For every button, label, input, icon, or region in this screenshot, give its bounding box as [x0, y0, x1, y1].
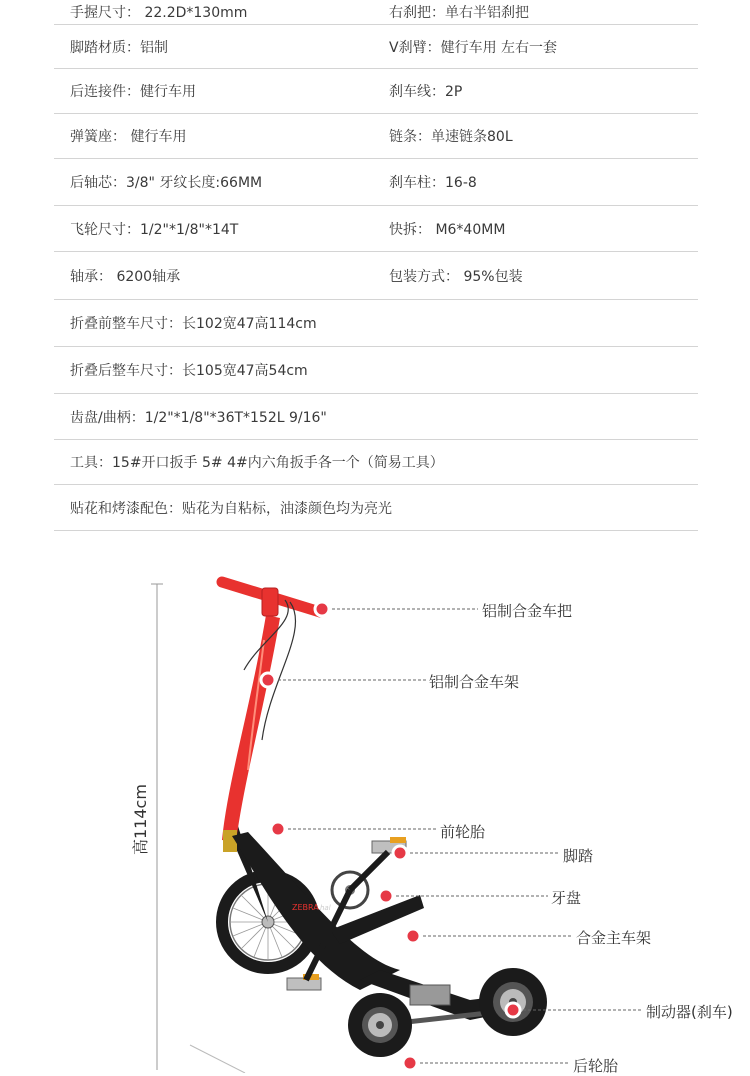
spec-left: 轴承： 6200轴承: [70, 268, 181, 285]
spec-right: 包装方式： 95%包装: [389, 268, 523, 285]
spec-row: [54, 206, 698, 252]
brake-marker: [506, 1003, 520, 1017]
spec-row: [54, 0, 698, 25]
spec-row: [54, 252, 698, 300]
spec-table: [54, 0, 698, 531]
callout-front-tire: 前轮胎: [440, 823, 486, 841]
callout-handlebar: 铝制合金车把: [482, 602, 573, 620]
svg-text:hal: hal: [320, 904, 331, 912]
rear-tire-marker: [403, 1056, 417, 1070]
bike-diagram: [0, 540, 750, 1073]
spec-right: V刹臂：健行车用 左右一套: [389, 39, 558, 56]
callout-chainring: 牙盘: [551, 889, 582, 907]
spec-row: [54, 69, 698, 114]
spec-right: 右刹把：单右半铝刹把: [389, 5, 529, 21]
spec-left: 折叠前整车尺寸：长102宽47高114cm: [70, 316, 317, 332]
spec-left: 后连接件：健行车用: [70, 84, 196, 100]
spec-row: [54, 485, 698, 531]
spec-row: [54, 440, 698, 485]
height-dimension-line: [151, 584, 163, 1070]
callout-main-frame: 合金主车架: [576, 929, 652, 947]
spec-left: 脚踏材质：铝制: [70, 39, 168, 56]
pedal-marker: [393, 846, 407, 860]
rear-wheel-left: [348, 993, 412, 1057]
spec-row: [54, 347, 698, 394]
spec-row: [54, 159, 698, 206]
callout-brake: 制动器(刹车): [646, 1003, 733, 1021]
spec-left: 手握尺寸： 22.2D*130mm: [70, 5, 248, 21]
spec-right: 快拆： M6*40MM: [389, 221, 506, 238]
spec-left: 工具：15#开口扳手 5# 4#内六角扳手各一个（简易工具）: [70, 455, 444, 471]
spec-left: 齿盘/曲柄：1/2"*1/8"*36T*152L 9/16": [70, 409, 327, 426]
spec-left: 弹簧座： 健行车用: [70, 129, 187, 145]
frame-logo: ZEBRA: [292, 903, 319, 912]
frame-marker: [261, 673, 275, 687]
spec-left: 贴花和烤漆配色：贴花为自粘标，油漆颜色均为亮光: [70, 500, 392, 517]
callout-pedal: 脚踏: [563, 847, 594, 865]
handlebar-marker: [315, 602, 329, 616]
spec-row: [54, 25, 698, 69]
main-frame-marker: [406, 929, 420, 943]
floor-line: [190, 1045, 245, 1073]
spec-left: 折叠后整车尺寸：长105宽47高54cm: [70, 363, 308, 379]
spec-left: 后轴芯：3/8" 牙纹长度:66MM: [70, 175, 263, 191]
spec-right: 刹车线：2P: [389, 84, 463, 100]
bike-illustration: [0, 540, 750, 1073]
callout-rear-tire: 后轮胎: [573, 1057, 619, 1075]
height-label: 高114cm: [131, 784, 150, 855]
spec-row: [54, 300, 698, 347]
spec-left: 飞轮尺寸：1/2"*1/8"*14T: [70, 221, 239, 238]
callout-frame: 铝制合金车架: [429, 673, 520, 691]
front-tire-marker: [271, 822, 285, 836]
chainring-marker: [379, 889, 393, 903]
spec-right: 链条：单速链条80L: [389, 129, 513, 145]
spec-row: [54, 114, 698, 159]
spec-right: 刹车柱：16-8: [389, 175, 477, 191]
spec-row: [54, 394, 698, 440]
